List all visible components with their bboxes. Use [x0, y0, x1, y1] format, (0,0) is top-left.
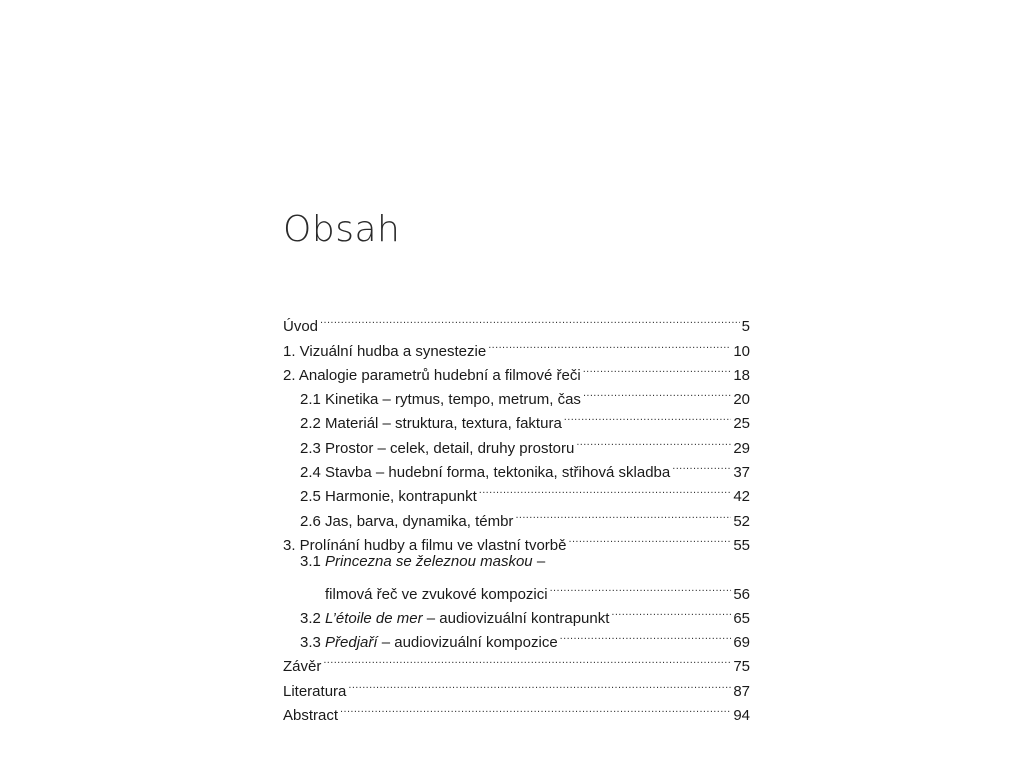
toc-entry-page: 25 — [733, 415, 750, 433]
toc-entry[interactable] — [283, 307, 750, 336]
toc-dot-leader — [348, 671, 731, 695]
toc-entry-label: 2.2 Materiál – struktura, textura, faktura — [300, 415, 562, 433]
toc-entry-label: Závěr — [283, 658, 322, 676]
toc-label-prefix: 3.2 — [300, 609, 326, 627]
toc-entry-label: 1. Vizuální hudba a synestezie — [283, 342, 487, 360]
toc-entry-label: 2. Analogie parametrů hudební a filmové řeči — [283, 366, 581, 384]
toc-dot-leader — [488, 331, 731, 355]
toc-entry-page: 37 — [733, 464, 750, 482]
toc-entry-page: 10 — [733, 342, 750, 360]
toc-dot-leader — [550, 574, 732, 598]
toc-entry[interactable] — [283, 647, 750, 676]
toc-entry-label — [300, 550, 545, 574]
toc-entry-label: 3. Prolínání hudby a filmu ve vlastní tvorbě — [283, 536, 567, 554]
toc-entry-page: 5 — [741, 318, 750, 336]
toc-entry-page: 69 — [733, 634, 750, 652]
toc-entry-label: Abstract — [283, 707, 339, 725]
toc-entry-page: 56 — [733, 585, 750, 603]
toc-dot-leader — [340, 696, 731, 720]
toc-entry-page: 87 — [733, 682, 750, 700]
toc-dot-leader — [515, 501, 731, 525]
toc-entry[interactable] — [283, 671, 750, 700]
toc-entry-label: 2.3 Prostor – celek, detail, druhy prostoru — [300, 439, 575, 457]
toc-subentry-continuation[interactable] — [283, 574, 750, 603]
toc-dot-leader — [583, 380, 731, 404]
toc-entry-label: filmová řeč ve zvukové kompozici — [325, 585, 548, 603]
toc-entry[interactable] — [283, 331, 750, 360]
toc-label-suffix: – — [532, 552, 546, 570]
toc-dot-leader — [611, 599, 731, 623]
toc-entry-page: 42 — [733, 488, 750, 506]
toc-entry-label: 2.1 Kinetika – rytmus, tempo, metrum, čas — [300, 391, 581, 409]
toc-entry[interactable] — [283, 696, 750, 725]
page-title: Obsah — [283, 209, 401, 250]
toc-entry-label: Literatura — [283, 682, 347, 700]
toc-entry-page: 75 — [733, 658, 750, 676]
toc-subentry[interactable] — [283, 550, 750, 574]
toc-entry-page: 18 — [733, 366, 750, 384]
toc-label-work-title: L’étoile de mer — [325, 609, 423, 627]
toc-entry-page: 20 — [733, 391, 750, 409]
toc-label-suffix: – audiovizuální kompozice — [377, 634, 558, 652]
toc-dot-leader — [323, 647, 731, 671]
toc-label-prefix: 3.1 — [300, 552, 326, 570]
toc-entry-page: 65 — [733, 609, 750, 627]
toc-dot-leader — [583, 356, 732, 380]
toc-label-work-title: Předjaří — [325, 634, 378, 652]
toc-entry-page: 55 — [733, 536, 750, 554]
toc-entry-page: 52 — [733, 512, 750, 530]
toc-entry-page: 94 — [733, 707, 750, 725]
toc-label-work-title: Princezna se železnou maskou — [325, 552, 533, 570]
toc-entry-label: 2.4 Stavba – hudební forma, tektonika, střihová skladba — [300, 464, 671, 482]
toc-dot-leader — [320, 307, 740, 331]
toc-dot-leader — [479, 477, 732, 501]
toc-dot-leader — [568, 526, 731, 550]
toc-entry-page: 29 — [733, 439, 750, 457]
table-of-contents — [283, 307, 750, 725]
toc-entry-label: 2.6 Jas, barva, dynamika, témbr — [300, 512, 514, 530]
toc-entry-label: 2.5 Harmonie, kontrapunkt — [300, 488, 477, 506]
toc-dot-leader — [564, 404, 732, 428]
toc-label-prefix: 3.3 — [300, 634, 326, 652]
toc-dot-leader — [672, 453, 731, 477]
toc-dot-leader — [560, 623, 732, 647]
toc-entry-label: Úvod — [283, 318, 319, 336]
toc-dot-leader — [576, 428, 731, 452]
toc-label-suffix: – audiovizuální kontrapunkt — [422, 609, 610, 627]
